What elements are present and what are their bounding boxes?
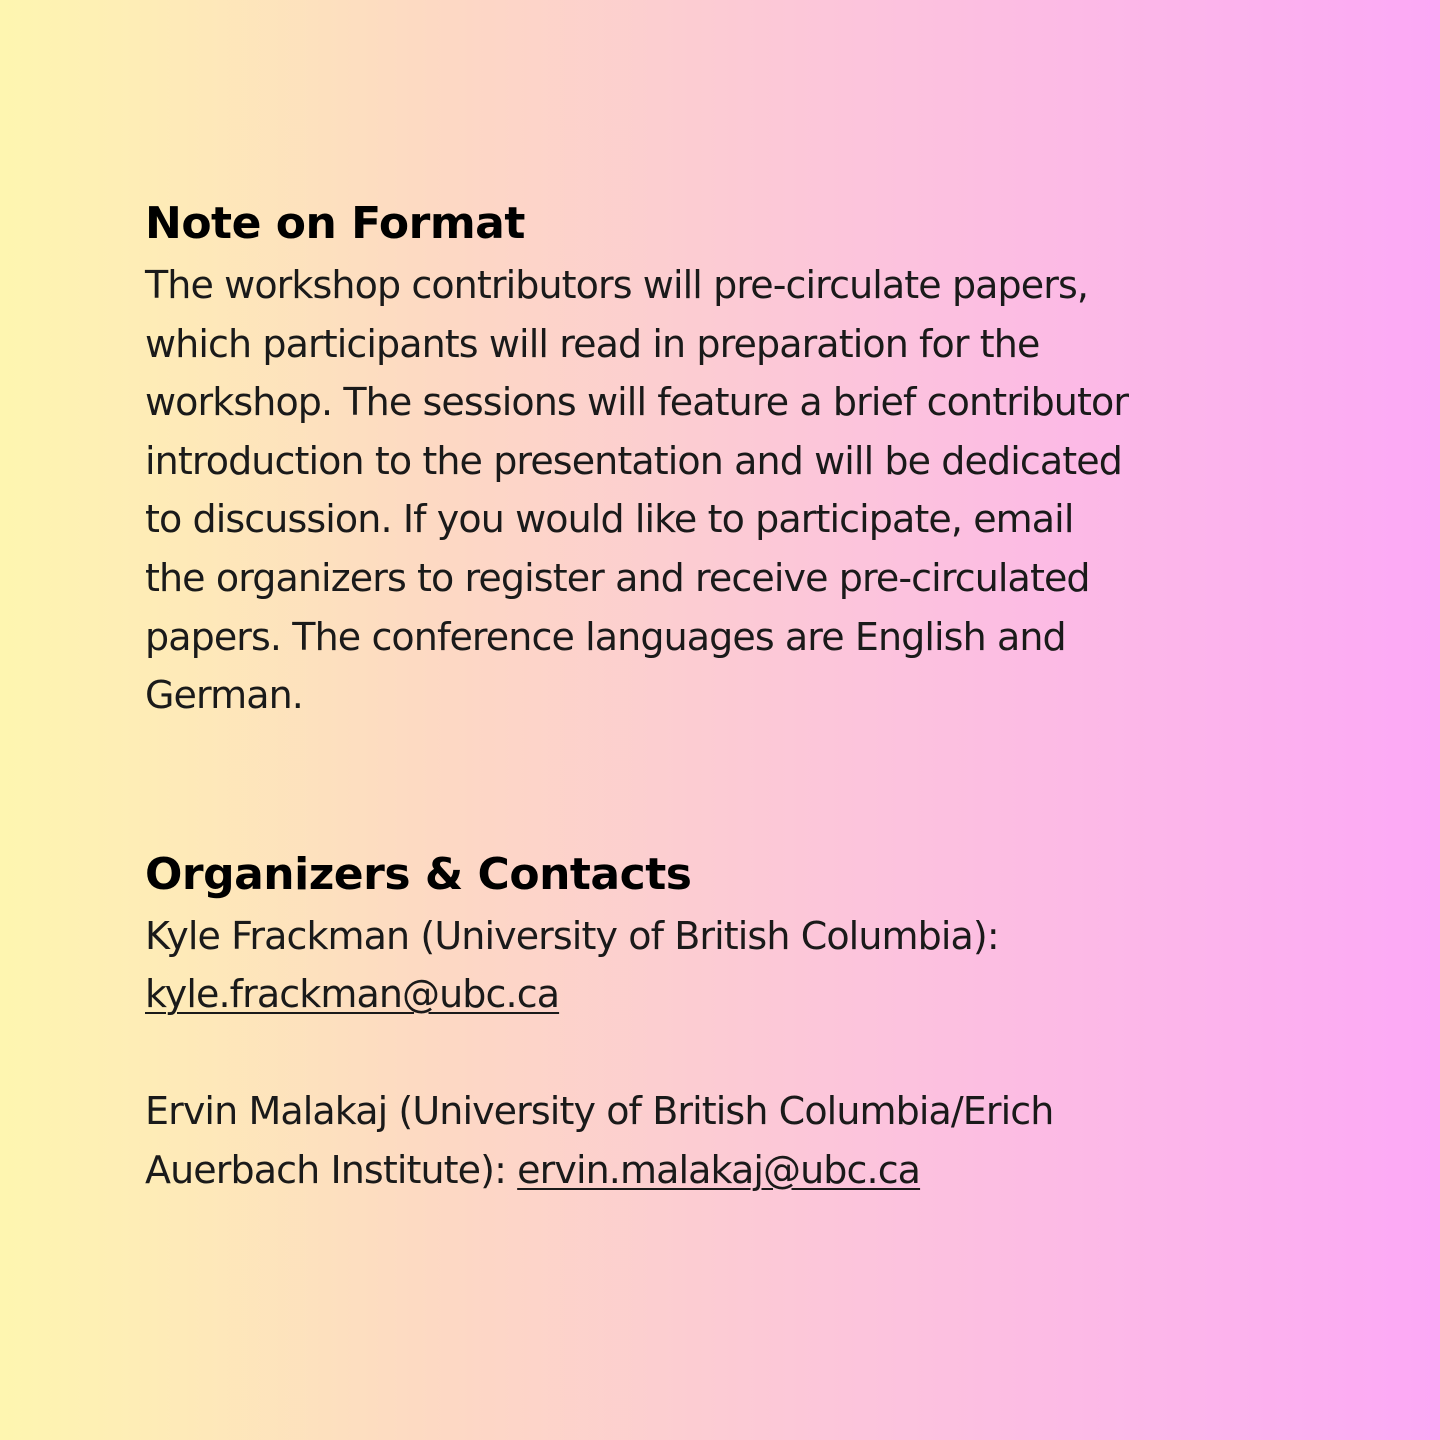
format-line: introduction to the presentation and will be dedicated [145, 438, 1122, 483]
organizers-contacts-heading: Organizers & Contacts [145, 848, 692, 900]
format-line: papers. The conference languages are English and [145, 614, 1066, 659]
contact-ervin-malakaj [145, 1082, 1325, 1199]
note-on-format-body [145, 256, 1325, 725]
format-line: the organizers to register and receive pre-circulated [145, 555, 1090, 600]
contact-email-line [145, 965, 1325, 1024]
format-line: to discussion. If you would like to participate, email [145, 497, 1074, 542]
format-line: The workshop contributors will pre-circulate papers, [145, 263, 1089, 307]
contact-affiliation-continued: Auerbach Institute): [145, 1147, 518, 1192]
contact-affiliation: Ervin Malakaj (University of British Columbia/Erich [145, 1088, 1054, 1133]
format-line: workshop. The sessions will feature a brief contributor [145, 380, 1129, 425]
document-content [145, 192, 1325, 1199]
contact-affiliation: Kyle Frackman (University of British Columbia): [145, 913, 999, 958]
email-link-kyle-frackman[interactable]: kyle.frackman@ubc.ca [145, 972, 560, 1017]
note-on-format-heading: Note on Format [145, 198, 525, 249]
format-line: which participants will read in preparation for the [145, 321, 1040, 366]
contact-email-line [145, 1141, 1325, 1200]
format-line: German. [145, 673, 303, 718]
email-link-ervin-malakaj[interactable]: ervin.malakaj@ubc.ca [517, 1147, 921, 1192]
contact-kyle-frackman [145, 907, 1325, 1024]
